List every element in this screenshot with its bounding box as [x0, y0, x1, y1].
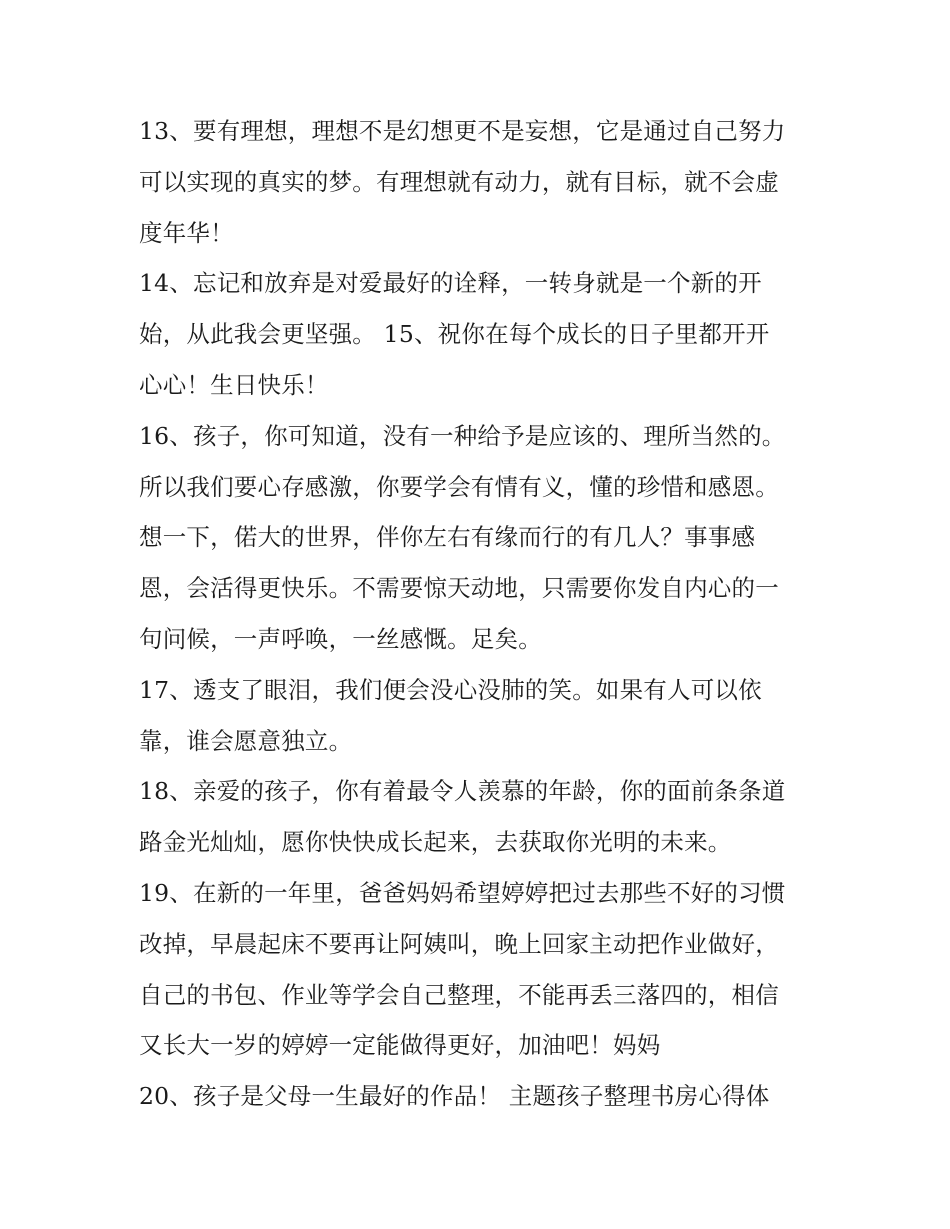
text-line-14: 18、亲爱的孩子，你有着最令人羡慕的年龄，你的面前条条道: [139, 777, 786, 806]
text-line-5: 始，从此我会更坚强。 15、祝你在每个成长的日子里都开开: [139, 320, 770, 349]
text-line-1: 13、要有理想，理想不是幻想更不是妄想，它是通过自己努力: [139, 117, 786, 145]
text-line-9: 想一下，偌大的世界，伴你左右有缘而行的有几人？事事感: [139, 523, 756, 552]
text-line-18: 自己的书包、作业等学会自己整理，不能再丢三落四的，相信: [139, 980, 779, 1009]
text-line-19: 又长大一岁的婷婷一定能做得更好，加油吧！妈妈: [139, 1031, 661, 1060]
text-line-11: 句问候，一声呼唤，一丝感慨。足矣。: [139, 624, 542, 653]
text-line-16: 19、在新的一年里，爸爸妈妈希望婷婷把过去那些不好的习惯: [139, 878, 786, 907]
text-line-7: 16、孩子，你可知道，没有一种给予是应该的、理所当然的。: [139, 421, 786, 450]
document-body: [139, 106, 829, 1122]
text-line-15: 路金光灿灿，愿你快快成长起来，去获取你光明的未来。: [139, 828, 732, 857]
text-line-3: 度年华！: [139, 218, 234, 247]
text-line-4: 14、忘记和放弃是对爱最好的诠释，一转身就是一个新的开: [139, 269, 762, 298]
text-line-6: 心心！生日快乐！: [139, 370, 329, 399]
text-line-2: 可以实现的真实的梦。有理想就有动力，就有目标，就不会虚: [139, 167, 779, 196]
text-line-13: 靠，谁会愿意独立。: [139, 726, 353, 755]
text-line-12: 17、透支了眼泪，我们便会没心没肺的笑。如果有人可以依: [139, 675, 762, 704]
text-line-17: 改掉，早晨起床不要再让阿姨叫，晚上回家主动把作业做好，: [139, 929, 779, 958]
text-line-20: 20、孩子是父母一生最好的作品！ 主题孩子整理书房心得体: [139, 1082, 770, 1111]
text-line-8: 所以我们要心存感激，你要学会有情有义，懂的珍惜和感恩。: [139, 472, 779, 501]
text-line-10: 恩，会活得更快乐。不需要惊天动地，只需要你发自内心的一: [139, 574, 779, 603]
